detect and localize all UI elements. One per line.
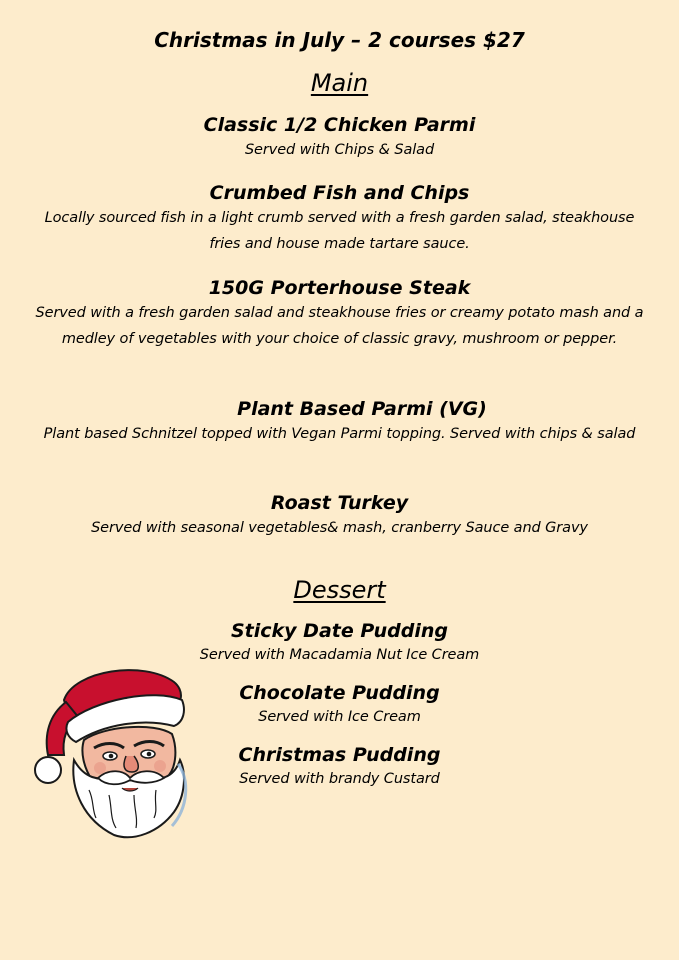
item-description: Served with Ice Cream xyxy=(258,709,421,725)
menu-item-chicken-parmi xyxy=(40,112,639,164)
menu-headline: Christmas in July – 2 courses $27 xyxy=(154,28,525,52)
menu-item-roast-turkey xyxy=(40,490,639,542)
santa-claus-icon xyxy=(34,660,192,845)
item-description: Served with brandy Custard xyxy=(239,771,440,787)
dessert-item-sticky-date xyxy=(40,618,639,666)
main-section-title: Main xyxy=(310,69,369,97)
menu-item-porterhouse-steak xyxy=(28,275,651,352)
item-name: 150G Porterhouse Steak xyxy=(208,277,471,299)
item-description: Served with Chips & Salad xyxy=(244,142,435,158)
item-name: Plant Based Parmi (VG) xyxy=(237,398,487,420)
item-description: Served with Macadamia Nut Ice Cream xyxy=(199,647,480,663)
item-name: Chocolate Pudding xyxy=(239,682,440,704)
item-name: Roast Turkey xyxy=(270,492,409,514)
menu-item-fish-and-chips xyxy=(40,180,639,257)
item-description: Served with seasonal vegetables& mash, cranberry Sauce and Gravy xyxy=(91,520,588,536)
dessert-section-title: Dessert xyxy=(293,576,386,604)
item-description: Served with a fresh garden salad and steakhouse fries or creamy potato mash and a medley of vegetables with your choice of classic gravy, mushroom or pepper. xyxy=(35,305,644,347)
item-name: Crumbed Fish and Chips xyxy=(209,182,470,204)
item-name: Christmas Pudding xyxy=(238,744,441,766)
item-name: Sticky Date Pudding xyxy=(231,620,448,642)
item-name: Classic 1/2 Chicken Parmi xyxy=(203,114,476,136)
item-description: Plant based Schnitzel topped with Vegan Parmi topping. Served with chips & salad xyxy=(43,426,636,442)
item-description: Locally sourced fish in a light crumb served with a fresh garden salad, steakhouse fries and house made tartare sauce. xyxy=(44,210,635,252)
menu-item-plant-based-parmi xyxy=(28,396,651,448)
